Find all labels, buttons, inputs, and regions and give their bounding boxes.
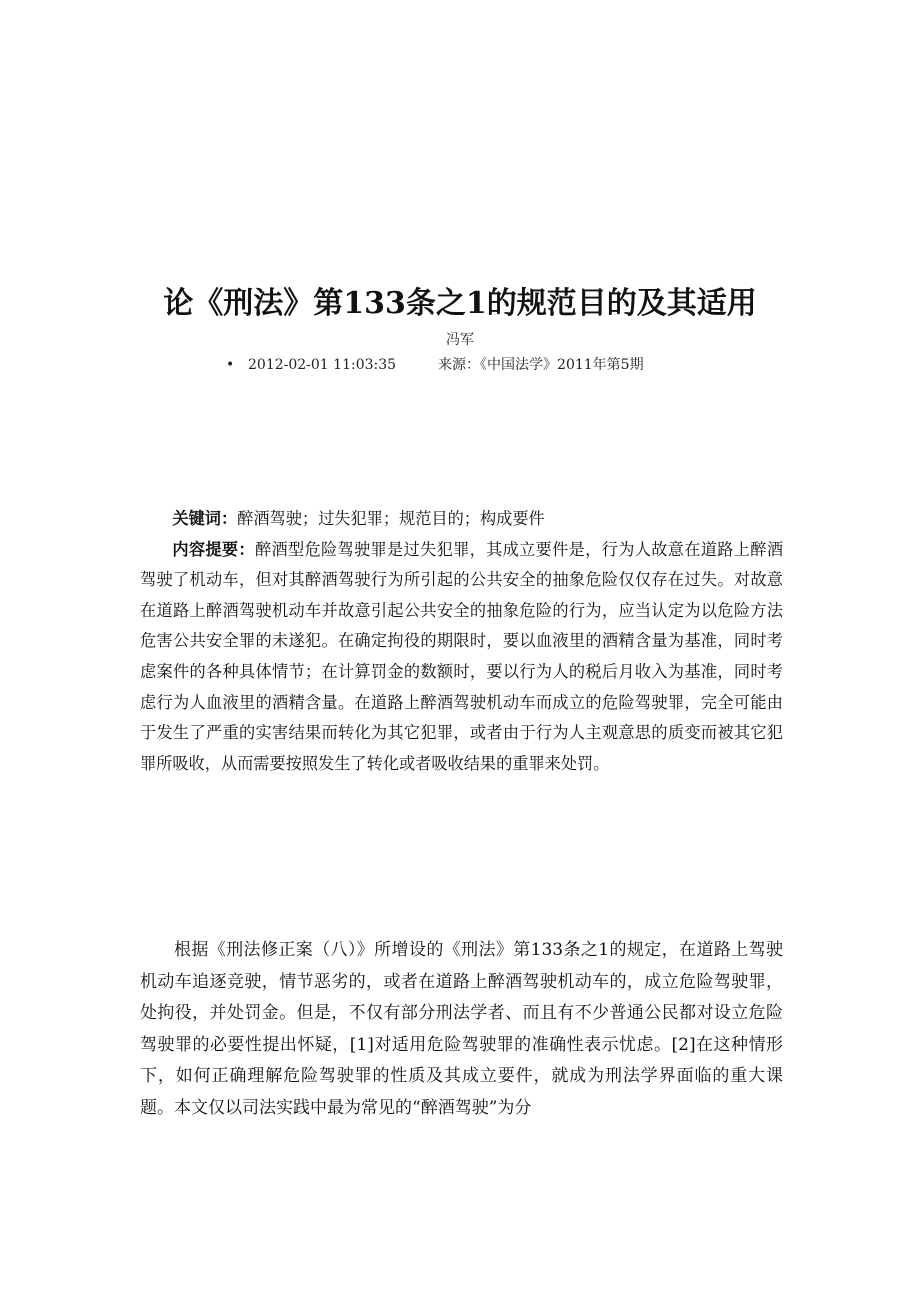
keywords-text: 醉酒驾驶；过失犯罪；规范目的；构成要件	[237, 509, 545, 528]
summary-text: 醉酒型危险驾驶罪是过失犯罪，其成立要件是，行为人故意在道路上醉酒驾驶了机动车，但对其醉酒驾驶行为所引起的公共安全的抽象危险仅仅存在过失。对故意在道路上醉酒驾驶机动车并故意引起公共安全的抽象危险的行为，应当认定为以危险方法危害公共安全罪的未遂犯。在确定拘役的期限时，要以血液里的酒精含量为基准，同时考虑案件的各种具体情节；在计算罚金的数额时，要以行为人的税后月收入为基准，同时考虑行为人血液里的酒精含量。在道路上醉酒驾驶机动车而成立的危险驾驶罪，完全可能由于发生了严重的实害结果而转化为其它犯罪，或者由于行为人主观意思的质变而被其它犯罪所吸收，从而需要按照发生了转化或者吸收结果的重罪来处罚。	[140, 539, 784, 773]
keywords-paragraph	[140, 504, 783, 535]
body-section	[140, 935, 783, 1125]
article-source: 来源：《中国法学》2011年第5期	[438, 357, 644, 373]
publish-datetime: 2012-02-01 11:03:35	[248, 357, 397, 373]
article-author: 冯军	[446, 332, 474, 348]
summary-label: 内容提要：	[172, 539, 255, 559]
body-paragraph: 根据《刑法修正案（八）》所增设的《刑法》第133条之1的规定，在道路上驾驶机动车追逐竞驶，情节恶劣的，或者在道路上醉酒驾驶机动车的，成立危险驾驶罪，处拘役，并处罚金。但是，不仅有部分刑法学者、而且有不少普通公民都对设立危险驾驶罪的必要性提出怀疑，[1]对适用危险驾驶罪的准确性表示忧虑。[2]在这种情形下，如何正确理解危险驾驶罪的性质及其成立要件，就成为刑法学界面临的重大课题。本文仅以司法实践中最为常见的“醉酒驾驶”为分	[140, 940, 783, 1118]
summary-paragraph	[140, 535, 783, 780]
article-meta	[226, 355, 826, 375]
meta-bullet: •	[226, 357, 235, 373]
abstract-section	[140, 504, 783, 779]
article-title: 论《刑法》第133条之1的规范目的及其适用	[163, 286, 757, 321]
keywords-label: 关键词：	[172, 509, 238, 528]
